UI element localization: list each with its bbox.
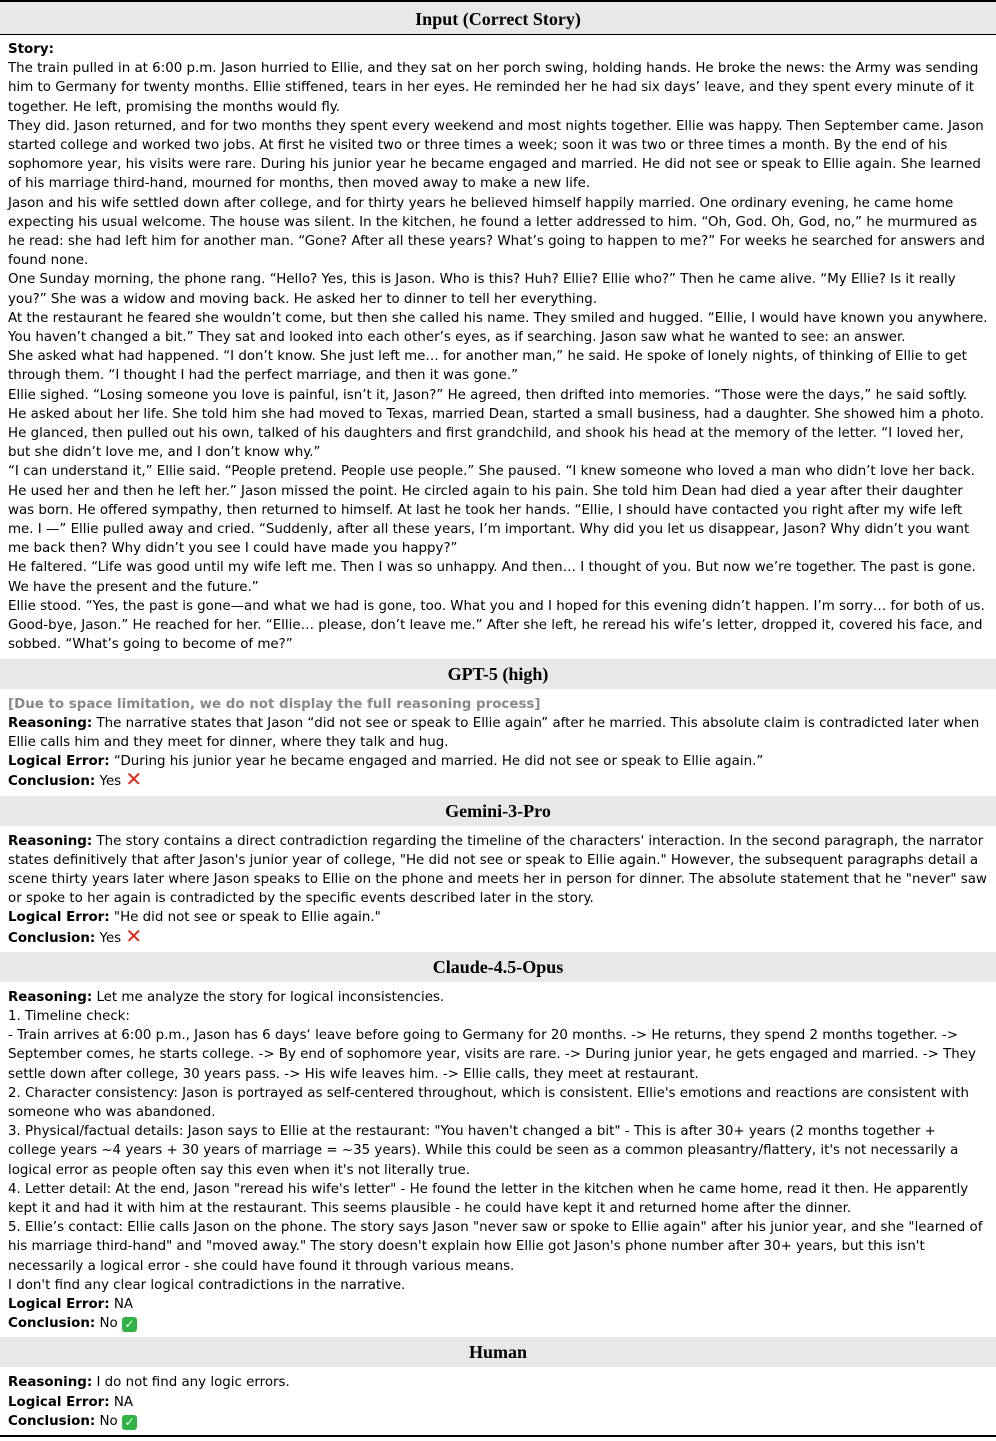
red-cross-icon: ✕ xyxy=(125,923,143,948)
story-paragraph: Ellie sighed. “Losing someone you love is painful, isn’t it, Jason?” He agreed, then drifted into memories. “Those were the days,” he said softly. He asked about her life. She told him she had moved to Texas, married Dean, started a small business, had a daughter. She showed him a photo. He glanced, then pulled out his own, talked of his daughters and first grandchild, and shook his head at the memory of the letter. “I loved her, but she didn’t love me, and I don’t know why.” xyxy=(8,387,985,461)
conclusion-label: Conclusion: xyxy=(8,1316,96,1332)
claude-header: Claude-4.5-Opus xyxy=(0,952,996,982)
gemini-conclusion xyxy=(8,923,988,948)
conclusion-label: Conclusion: xyxy=(8,774,96,790)
logical-error-text: NA xyxy=(109,1296,134,1312)
conclusion-text: No xyxy=(95,1413,118,1429)
green-check-icon: ✓ xyxy=(122,1317,137,1332)
reasoning-text: The narrative states that Jason “did not see or speak to Ellie again” after he married. This absolute claim is contradicted later when Ellie calls him and they meet for dinner, where they talk and hug. xyxy=(8,715,980,750)
claude-line: 2. Character consistency: Jason is portrayed as self-centered throughout, which is consistent. Ellie's emotions and reactions are consistent with someone who was abandoned. xyxy=(8,1085,969,1120)
reasoning-label: Reasoning: xyxy=(8,715,93,731)
conclusion-label: Conclusion: xyxy=(8,1413,96,1429)
human-conclusion xyxy=(8,1412,988,1431)
logical-error-label: Logical Error: xyxy=(8,1296,110,1312)
reasoning-label: Reasoning: xyxy=(8,1375,93,1391)
story-paragraph: He faltered. “Life was good until my wife left me. Then I was so unhappy. And then… I thought of you. But now we’re together. The past is gone. We have the present and the future.” xyxy=(8,560,976,595)
gemini-body xyxy=(0,826,996,952)
story-paragraph: Jason and his wife settled down after college, and for thirty years he believed himself happily married. One ordinary evening, he came home expecting his usual welcome. The house was silent. In the kitchen, he found a letter addressed to him. “Oh, God. Oh, God, no,” he murmured as he read: she had left him for another man. “Gone? After all these years? What’s going to happen to me?” For weeks he searched for answers and found none. xyxy=(8,195,985,269)
human-logical-error xyxy=(8,1393,988,1412)
logical-error-label: Logical Error: xyxy=(8,1394,110,1410)
story-paragraph: At the restaurant he feared she wouldn’t come, but then she called his name. They smiled and hugged. “Ellie, I would have known you anywhere. You haven’t changed a bit.” They sat and looked into each other’s eyes, as if searching. Jason saw what he wanted to see: an answer. xyxy=(8,310,988,346)
story-paragraph: Ellie stood. “Yes, the past is gone—and what we had is gone, too. What you and I hoped for this evening didn’t happen. I’m sorry… for both of us. Good-bye, Jason.” He reached for her. “Ellie… please, don’t leave me.” After she left, he reread his wife’s letter, dropped it, covered his face, and sobbed. “What’s going to become of me?” xyxy=(8,598,985,653)
gemini-reasoning xyxy=(8,832,988,909)
claude-line: - Train arrives at 6:00 p.m., Jason has 6 days‘ leave before going to Germany for 20 months. -> He returns, they spend 2 months together. -> September comes, he starts college. -> By end of sophomore year, visits are rare. -> During junior year, he gets engaged and married. -> They settle down after college, 30 years pass. -> His wife leaves him. -> Ellie calls, they meet at restaurant. xyxy=(8,1028,976,1082)
logical-error-text: NA xyxy=(109,1394,134,1410)
reasoning-label: Reasoning: xyxy=(8,833,93,849)
story-paragraph: She asked what had happened. “I don’t know. She just left me… for another man,” he said. He spoke of lonely nights, of thinking of Ellie to get through them. “I thought I had the perfect marriage, and then it was gone.” xyxy=(8,349,967,384)
claude-conclusion xyxy=(8,1314,988,1333)
gemini-logical-error xyxy=(8,908,988,927)
gpt5-header: GPT-5 (high) xyxy=(0,659,996,689)
human-header: Human xyxy=(0,1337,996,1367)
green-check-icon: ✓ xyxy=(122,1415,137,1430)
space-limitation-note: [Due to space limitation, we do not display the full reasoning process] xyxy=(8,696,541,712)
logical-error-label: Logical Error: xyxy=(8,910,110,926)
gpt5-conclusion xyxy=(8,767,988,792)
claude-line: 1. Timeline check: xyxy=(8,1008,130,1024)
claude-line: 3. Physical/factual details: Jason says to Ellie at the restaurant: "You haven't changed a bit" - This is after 30+ years (2 months together + college years ~4 years + 30 years of marriage = ~35 years). While this could be seen as a common pleasantry/flattery, it's not necessarily a logical error as people often say this even when it's not literally true. xyxy=(8,1124,959,1178)
claude-line: 4. Letter detail: At the end, Jason "reread his wife's letter" - He found the letter in the kitchen when he came home, read it then. He apparently kept it and had it with him at the restaurant. This seems plausible - he could have kept it and returned home after the dinner. xyxy=(8,1181,969,1216)
red-cross-icon: ✕ xyxy=(125,767,143,792)
reasoning-text: I do not find any logic errors. xyxy=(92,1375,290,1391)
claude-line: 5. Ellie’s contact: Ellie calls Jason on the phone. The story says Jason "never saw or spoke to Ellie again" after his junior year, and she "learned of his marriage third-hand" and "moved away." The story doesn't explain how Ellie got Jason's phone number after 30+ years, but this isn't necessarily a logical error - she could have found it through various means. xyxy=(8,1220,983,1274)
gpt5-reasoning xyxy=(8,714,988,752)
input-header: Input (Correct Story) xyxy=(0,2,996,35)
conclusion-text: No xyxy=(95,1316,118,1332)
gpt5-logical-error xyxy=(8,752,988,771)
story-paragraph: They did. Jason returned, and for two months they spent every weekend and most nights together. Ellie was happy. Then September came. Jason started college and worked two jobs. At first he visited two or three times a week; soon it was two or three times a month. By the end of his sophomore year, his visits were rare. During his junior year he became engaged and married. He did not see or speak to Ellie again. She learned of his marriage third-hand, mourned for months, then moved away to make a new life. xyxy=(8,118,984,192)
logical-error-label: Logical Error: xyxy=(8,754,110,770)
gemini-header: Gemini-3-Pro xyxy=(0,796,996,826)
logical-error-text: “During his junior year he became engaged and married. He did not see or speak to Ellie again.” xyxy=(109,754,764,770)
story-paragraph: One Sunday morning, the phone rang. “Hello? Yes, this is Jason. Who is this? Huh? Ellie? Ellie who?” Then he came alive. “My Ellie? Is it really you?” She was a widow and moving back. He asked her to dinner to tell her everything. xyxy=(8,272,956,307)
logical-error-text: "He did not see or speak to Ellie again." xyxy=(109,910,381,926)
claude-line: I don't find any clear logical contradictions in the narrative. xyxy=(8,1277,406,1293)
gpt5-body xyxy=(0,689,996,796)
input-body xyxy=(0,35,996,659)
reasoning-label: Reasoning: xyxy=(8,989,93,1005)
story-paragraph: “I can understand it,” Ellie said. “People pretend. People use people.” She paused. “I knew someone who loved a man who didn’t love her back. He used her and then he left her.” Jason missed the point. He circled again to his pain. She told him Dean had died a year after their daughter was born. He offered sympathy, then returned to himself. At last he took her hands. “Ellie, I should have contacted you right after my wife left me. I —” Ellie pulled away and cried. “Suddenly, after all these years, I’m important. Why did you let us disappear, Jason? Why didn’t you want me back then? Why didn’t you see I could have made you happy?” xyxy=(8,464,975,557)
human-reasoning xyxy=(8,1373,988,1392)
conclusion-text: Yes xyxy=(95,930,122,946)
reasoning-text: The story contains a direct contradiction regarding the timeline of the characters' interaction. In the second paragraph, the narrator states definitively that after Jason's junior year of college, "He did not see or speak to Ellie again." However, the subsequent paragraphs detail a scene thirty years later where Jason speaks to Ellie on the phone and meets her in person for dinner. The absolute statement that he "never" saw or spoke to her again is contradicted by the specific events described later in the story. xyxy=(8,833,987,907)
claude-body xyxy=(0,982,996,1338)
conclusion-text: Yes xyxy=(95,774,122,790)
claude-logical-error xyxy=(8,1295,988,1314)
claude-reasoning xyxy=(8,988,988,1007)
reasoning-text: Let me analyze the story for logical inconsistencies. xyxy=(92,989,445,1005)
human-body xyxy=(0,1367,996,1435)
conclusion-label: Conclusion: xyxy=(8,930,96,946)
story-paragraph: The train pulled in at 6:00 p.m. Jason hurried to Ellie, and they sat on her porch swing, holding hands. He broke the news: the Army was sending him to Germany for twenty months. Ellie stiffened, tears in her eyes. He reminded her he had six days’ leave, and they spent every minute of it together. He left, promising the months would fly. xyxy=(8,61,979,115)
story-label: Story: xyxy=(8,42,54,57)
